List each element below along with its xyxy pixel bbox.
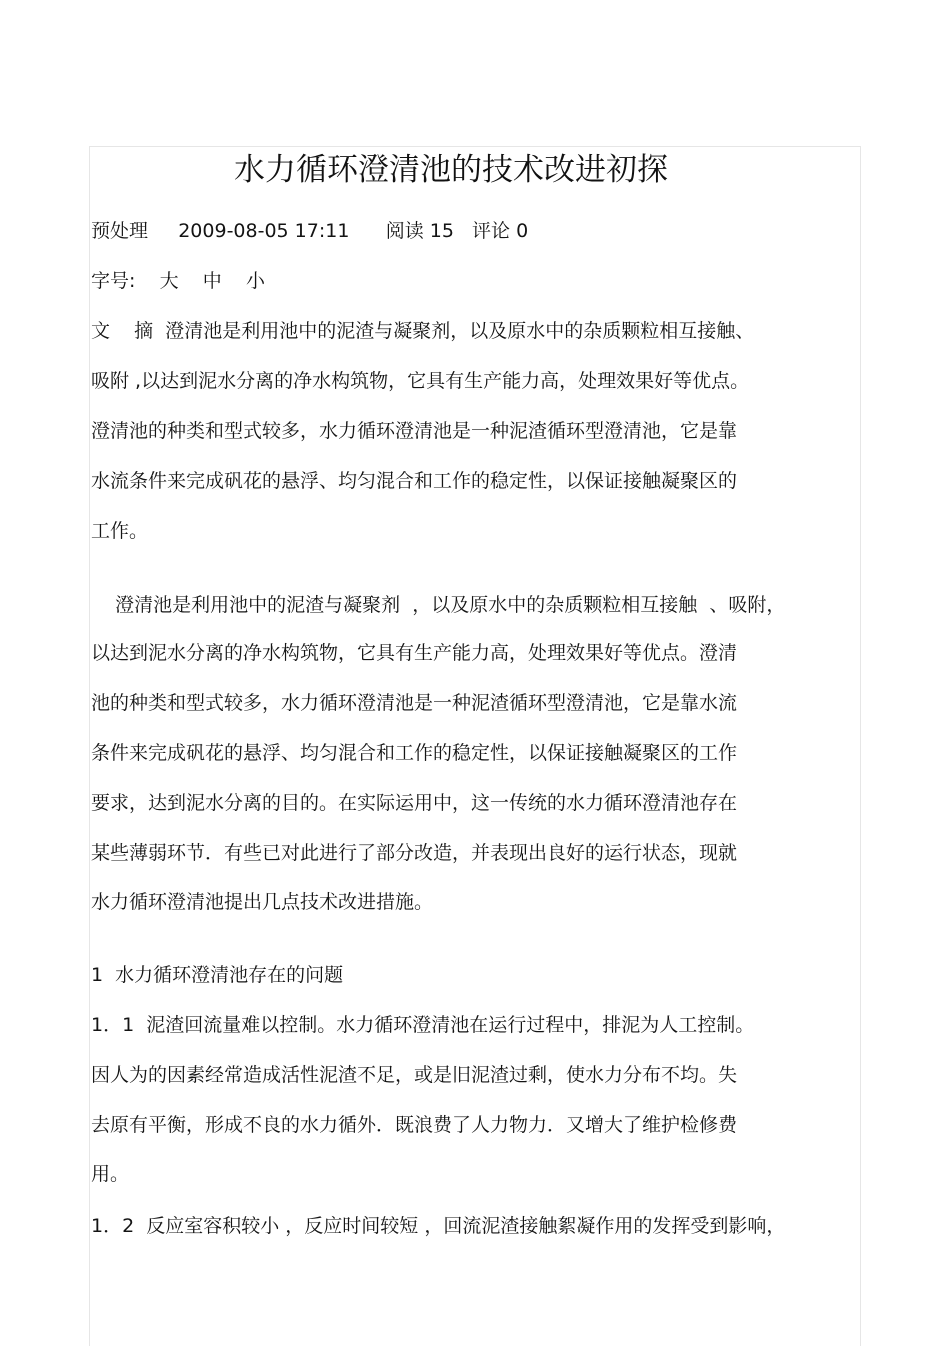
font-size-label: 字号: <box>91 270 136 292</box>
body-line: 澄清池是利用池中的泥渣与凝聚剂 ，以及原水中的杂质颗粒相互接触 、吸附， <box>91 594 786 616</box>
body-line: 以达到泥水分离的净水构筑物，它具有生产能力高，处理效果好等优点。澄清 <box>91 642 738 664</box>
article-meta <box>91 218 528 244</box>
body-line: 要求，达到泥水分离的目的。在实际运用中，这一传统的水力循环澄清池存在 <box>91 792 738 814</box>
abstract-line: 文 摘 澄清池是利用池中的泥渣与凝聚剂，以及原水中的杂质颗粒相互接触、 <box>91 320 755 342</box>
category-link[interactable]: 预处理 <box>91 220 149 242</box>
font-size-switcher <box>91 268 265 294</box>
abstract-line: 吸附 ,以达到泥水分离的净水构筑物，它具有生产能力高，处理效果好等优点。 <box>91 370 750 392</box>
section-heading: 1 水力循环澄清池存在的问题 <box>91 964 344 986</box>
abstract-line: 工作。 <box>91 520 149 542</box>
body-line: 水力循环澄清池提出几点技术改进措施。 <box>91 891 434 913</box>
font-size-medium-link[interactable]: 中 <box>202 270 222 292</box>
font-size-small-link[interactable]: 小 <box>245 270 265 292</box>
read-count: 阅读 15 <box>385 220 454 242</box>
body-line: 某些薄弱环节．有些已对此进行了部分改造，并表现出良好的运行状态，现就 <box>91 842 738 864</box>
abstract-line: 澄清池的种类和型式较多，水力循环澄清池是一种泥渣循环型澄清池，它是靠 <box>91 420 738 442</box>
abstract-line: 水流条件来完成矾花的悬浮、均匀混合和工作的稳定性，以保证接触凝聚区的 <box>91 470 738 492</box>
article-title: 水力循环澄清池的技术改进初探 <box>234 152 668 188</box>
item-line: 1．1 泥渣回流量难以控制。水力循环澄清池在运行过程中，排泥为人工控制。 <box>91 1014 755 1036</box>
comment-count[interactable]: 评论 0 <box>472 220 529 242</box>
font-size-large-link[interactable]: 大 <box>159 270 179 292</box>
item-line: 因人为的因素经常造成活性泥渣不足，或是旧泥渣过剩，使水力分布不均。失 <box>91 1064 738 1086</box>
body-line: 池的种类和型式较多，水力循环澄清池是一种泥渣循环型澄清池，它是靠水流 <box>91 692 738 714</box>
item-line: 去原有平衡，形成不良的水力循外．既浪费了人力物力．又增大了维护检修费 <box>91 1114 738 1136</box>
body-line: 条件来完成矾花的悬浮、均匀混合和工作的稳定性，以保证接触凝聚区的工作 <box>91 742 738 764</box>
item-line: 1．2 反应室容积较小 ，反应时间较短 ，回流泥渣接触絮凝作用的发挥受到影响， <box>91 1215 786 1237</box>
post-datetime: 2009-08-05 17:11 <box>178 220 350 242</box>
item-line: 用。 <box>91 1163 130 1185</box>
